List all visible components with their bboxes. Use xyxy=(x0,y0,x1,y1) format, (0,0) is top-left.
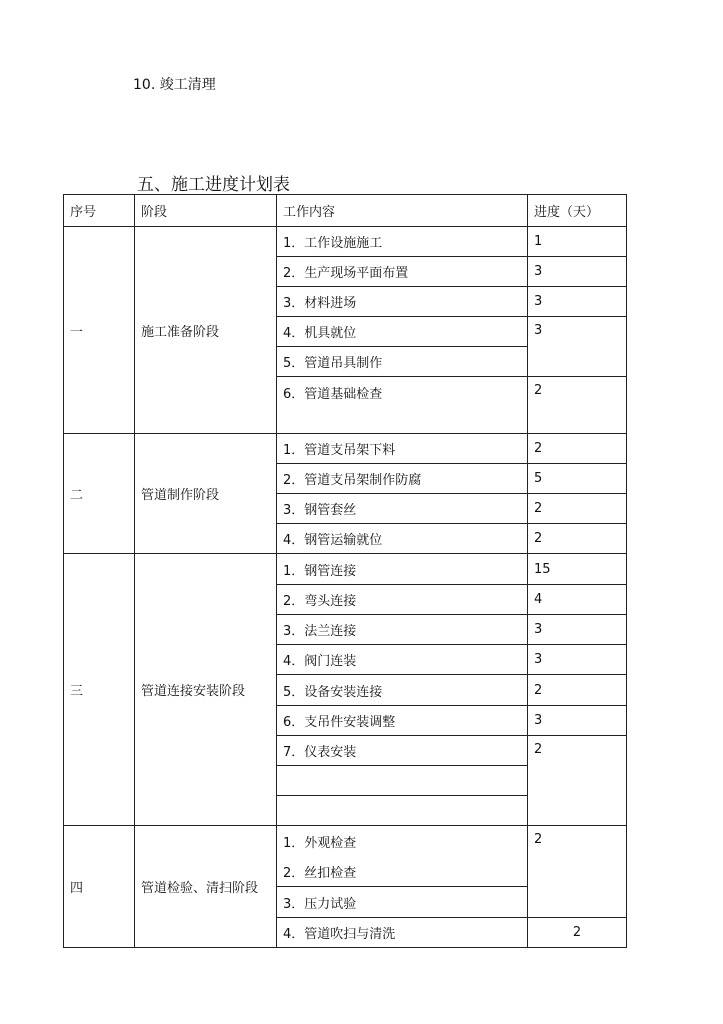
days-cell: 2 xyxy=(528,826,627,918)
task-cell: 7．仪表安装 xyxy=(277,736,528,766)
group-phase: 管道检验、清扫阶段 xyxy=(135,826,277,948)
days-cell: 3 xyxy=(528,615,627,645)
table-row xyxy=(64,227,627,257)
task-cell: 2．生产现场平面布置 xyxy=(277,257,528,287)
task-cell: 3．压力试验 xyxy=(277,887,528,918)
days-cell: 4 xyxy=(528,585,627,615)
table-row xyxy=(64,434,627,464)
construction-schedule-table xyxy=(63,194,627,948)
task-cell: 1．外观检查 xyxy=(277,826,528,857)
days-cell: 2 xyxy=(528,494,627,524)
days-cell: 2 xyxy=(528,675,627,706)
task-cell: 1．钢管连接 xyxy=(277,554,528,585)
task-cell: 5．管道吊具制作 xyxy=(277,347,528,377)
task-cell: 1．管道支吊架下料 xyxy=(277,434,528,464)
days-cell: 3 xyxy=(528,257,627,287)
table-header-row xyxy=(64,195,627,227)
group-phase: 管道制作阶段 xyxy=(135,434,277,554)
days-cell: 2 xyxy=(528,377,627,434)
empty-task-cell xyxy=(277,796,528,826)
days-cell: 2 xyxy=(528,434,627,464)
task-cell: 6．支吊件安装调整 xyxy=(277,706,528,736)
task-cell: 4．管道吹扫与清洗 xyxy=(277,918,528,948)
task-cell: 2．弯头连接 xyxy=(277,585,528,615)
days-cell: 2 xyxy=(528,736,627,826)
group-seq: 三 xyxy=(64,554,135,826)
task-cell: 4．阀门连装 xyxy=(277,645,528,675)
group-seq: 二 xyxy=(64,434,135,554)
task-cell: 3．钢管套丝 xyxy=(277,494,528,524)
header-seq: 序号 xyxy=(64,195,135,227)
group-seq: 四 xyxy=(64,826,135,948)
days-cell: 2 xyxy=(528,524,627,554)
table-row xyxy=(64,554,627,585)
table-row xyxy=(64,826,627,857)
days-cell: 3 xyxy=(528,317,627,377)
task-cell: 6．管道基础检查 xyxy=(277,377,528,434)
days-cell: 2 xyxy=(528,918,627,948)
task-cell: 2．丝扣检查 xyxy=(277,857,528,887)
group-phase: 管道连接安装阶段 xyxy=(135,554,277,826)
days-cell: 15 xyxy=(528,554,627,585)
task-cell: 4．钢管运输就位 xyxy=(277,524,528,554)
group-phase: 施工准备阶段 xyxy=(135,227,277,434)
header-content: 工作内容 xyxy=(277,195,528,227)
completion-cleanup-item: 10. 竣工清理 xyxy=(133,77,216,93)
section-title: 五、施工进度计划表 xyxy=(137,175,290,195)
days-cell: 3 xyxy=(528,706,627,736)
header-phase: 阶段 xyxy=(135,195,277,227)
days-cell: 5 xyxy=(528,464,627,494)
days-cell: 3 xyxy=(528,287,627,317)
days-cell: 1 xyxy=(528,227,627,257)
task-cell: 2．管道支吊架制作防腐 xyxy=(277,464,528,494)
task-cell: 1．工作设施施工 xyxy=(277,227,528,257)
group-seq: 一 xyxy=(64,227,135,434)
empty-task-cell xyxy=(277,766,528,796)
task-cell: 4．机具就位 xyxy=(277,317,528,347)
task-cell: 5．设备安装连接 xyxy=(277,675,528,706)
task-cell: 3．材料进场 xyxy=(277,287,528,317)
days-cell: 3 xyxy=(528,645,627,675)
header-progress: 进度（天） xyxy=(528,195,627,227)
task-cell: 3．法兰连接 xyxy=(277,615,528,645)
